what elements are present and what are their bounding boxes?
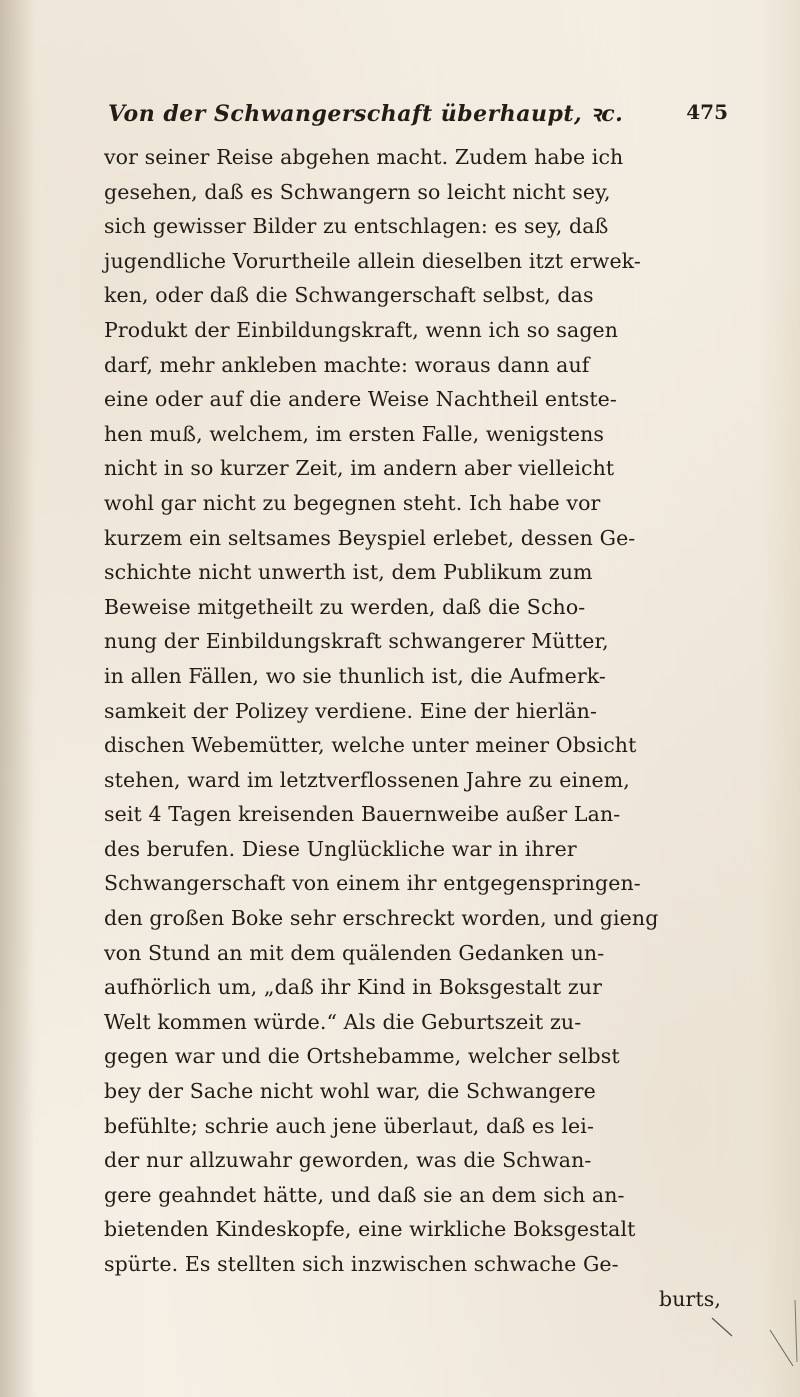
- page-gutter-shadow: [0, 0, 34, 1397]
- text-line: des berufen. Diese Unglückliche war in ihrer: [104, 836, 577, 861]
- margin-mark: [770, 1330, 793, 1366]
- text-line: nicht in so kurzer Zeit, im andern aber vielleicht: [104, 456, 615, 481]
- text-line: gegen war und die Ortshebamme, welcher selbst: [104, 1044, 620, 1069]
- text-line: Beweise mitgetheilt zu werden, daß die Scho-: [104, 594, 586, 619]
- text-line: burts,: [659, 1286, 721, 1311]
- margin-mark: [712, 1318, 732, 1336]
- text-line: von Stund an mit dem quälenden Gedanken un-: [104, 940, 605, 965]
- text-line: wohl gar nicht zu begegnen steht. Ich habe vor: [104, 490, 601, 515]
- text-line: samkeit der Polizey verdiene. Eine der hierlän-: [104, 698, 597, 723]
- text-line: Produkt der Einbildungskraft, wenn ich so sagen: [104, 317, 619, 342]
- text-line: den großen Boke sehr erschreckt worden, und gieng: [104, 906, 659, 931]
- text-line: darf, mehr ankleben machte: woraus dann auf: [104, 352, 590, 377]
- text-line: seit 4 Tagen kreisenden Bauernweibe außer Lan-: [104, 802, 621, 827]
- text-line: vor seiner Reise abgehen macht. Zudem habe ich: [104, 145, 624, 169]
- text-line: eine oder auf die andere Weise Nachtheil entste-: [104, 387, 617, 412]
- text-line: nung der Einbildungskraft schwangerer Mütter,: [104, 629, 609, 654]
- text-line: bietenden Kindeskopfe, eine wirkliche Boksgestalt: [104, 1217, 636, 1242]
- running-head: Von der Schwangerschaft überhaupt, ꝛc.: [108, 101, 624, 127]
- text-line: spürte. Es stellten sich inzwischen schwache Ge-: [104, 1252, 619, 1276]
- text-line: bey der Sache nicht wohl war, die Schwangere: [104, 1079, 596, 1104]
- text-line: kurzem ein seltsames Beyspiel erlebet, dessen Ge-: [104, 525, 636, 550]
- text-line: gesehen, daß es Schwangern so leicht nicht sey,: [104, 179, 611, 204]
- text-line: jugendliche Vorurtheile allein dieselben itzt erwek-: [104, 248, 641, 273]
- text-line: stehen, ward im letztverflossenen Jahre zu einem,: [104, 767, 630, 792]
- text-line: aufhörlich um, „daß ihr Kind in Boksgestalt zur: [104, 975, 602, 1000]
- text-line: schichte nicht unwerth ist, dem Publikum zum: [104, 560, 593, 585]
- text-line: sich gewisser Bilder zu entschlagen: es sey, daß: [104, 214, 609, 239]
- text-line: Schwangerschaft von einem ihr entgegenspringen-: [104, 871, 641, 896]
- margin-mark: [795, 1300, 797, 1362]
- page-number: 475: [686, 100, 728, 124]
- body-text: [74, 140, 764, 1316]
- page-header: [108, 98, 728, 132]
- text-line: Welt kommen würde.“ Als die Geburtszeit zu-: [104, 1009, 582, 1034]
- text-line: in allen Fällen, wo sie thunlich ist, die Aufmerk-: [104, 663, 606, 688]
- text-line: ken, oder daß die Schwangerschaft selbst, das: [104, 283, 594, 308]
- text-line: befühlte; schrie auch jene überlaut, daß es lei-: [104, 1113, 594, 1138]
- text-line: dischen Webemütter, welche unter meiner Obsicht: [104, 733, 637, 758]
- text-line: der nur allzuwahr geworden, was die Schwan-: [104, 1148, 592, 1173]
- text-line: gere geahndet hätte, und daß sie an dem sich an-: [104, 1182, 625, 1207]
- text-line: hen muß, welchem, im ersten Falle, wenigstens: [104, 421, 605, 446]
